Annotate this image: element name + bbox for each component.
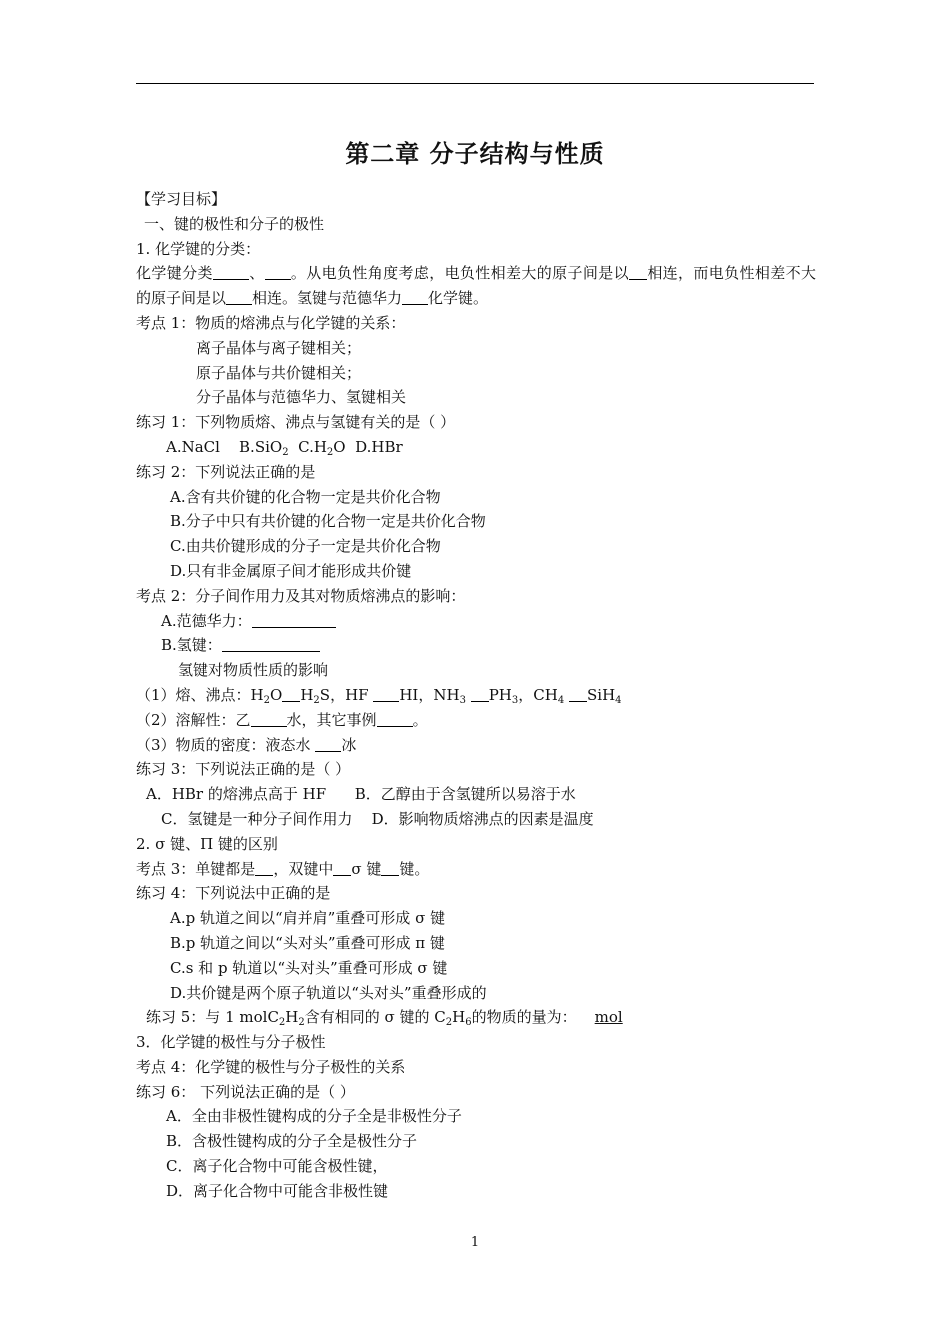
objectives-heading: 【学习目标】 <box>136 190 227 208</box>
exercise-4-option-c: C.s 和 p 轨道以“头对头”重叠可形成 σ 键 <box>170 958 448 977</box>
subsection-2: 2. σ 键、Π 键的区别 <box>136 834 278 853</box>
exercise-2: 练习 2：下列说法正确的是 <box>136 462 316 481</box>
blank <box>226 288 252 305</box>
blank <box>471 685 489 702</box>
key-point-1: 考点 1：物质的熔沸点与化学键的关系： <box>136 313 406 332</box>
exercise-1-options: A.NaCl B.SiO$_2$ $C.H_2O$ D.HBr <box>166 437 403 458</box>
exercise-4-option-d: D.共价键是两个原子轨道以“头对头”重叠形成的 <box>170 983 487 1002</box>
key-point-2-c: 氢键对物质性质的影响 <box>178 661 329 680</box>
blank <box>373 685 399 702</box>
key-point-2-a: A.范德华力： <box>136 609 816 634</box>
paragraph-bond-classification: 化学键分类 、 。从电负性角度考虑，电负性相差大的原子间是以 相连，而电负性相差不大的原子间是以 相连。氢键与范德华力 化学键。 <box>136 264 816 308</box>
blank <box>282 685 300 702</box>
subsection-1-1: 1. 化学键的分类： <box>136 239 261 258</box>
blank <box>377 710 413 727</box>
exercise-2-option-d: D.只有非金属原子间才能形成共价键 <box>170 561 412 580</box>
key-point-1-a: 离子晶体与离子键相关； <box>196 338 362 357</box>
exercise-3-options-cd: C．氢键是一种分子间作用力 D．影响物质熔沸点的因素是温度 <box>161 809 594 828</box>
exercise-2-option-b: B.分子中只有共价键的化合物一定是共价化合物 <box>170 512 486 531</box>
question-solubility: （2）溶解性：乙 水，其它事例 。 <box>136 710 428 729</box>
blank <box>255 859 273 876</box>
mol-blank: mol <box>594 1008 623 1027</box>
exercise-3: 练习 3：下列说法正确的是（ ） <box>136 760 351 779</box>
document-body <box>136 187 816 1204</box>
blank <box>213 263 249 280</box>
question-melting-boiling: （1）熔、沸点：$H_2O$ $H_2S$，HF HI，$NH_3$ $PH_3$，$CH_4$ SiH$_4$ <box>136 685 622 706</box>
exercise-6-option-c: C．离子化合物中可能含极性键， <box>166 1157 388 1176</box>
exercise-4-option-a: A.p 轨道之间以“肩并肩”重叠可形成 σ 键 <box>170 909 446 928</box>
key-point-2-b: B.氢键： <box>136 633 816 658</box>
exercise-6-option-b: B．含极性键构成的分子全是极性分子 <box>166 1132 418 1151</box>
key-point-1-c: 分子晶体与范德华力、氢键相关 <box>196 388 407 407</box>
key-point-4: 考点 4：化学键的极性与分子极性的关系 <box>136 1057 406 1076</box>
key-point-1-b: 原子晶体与共价键相关； <box>196 363 362 382</box>
blank <box>569 685 587 702</box>
page-title: 第二章 分子结构与性质 <box>345 140 605 168</box>
exercise-6-option-a: A．全由非极性键构成的分子全是非极性分子 <box>166 1107 462 1126</box>
exercise-2-option-a: A.含有共价键的化合物一定是共价化合物 <box>170 487 441 506</box>
blank <box>251 710 287 727</box>
blank <box>333 859 351 876</box>
header-rule <box>136 83 814 84</box>
blank <box>222 635 320 652</box>
blank <box>629 263 647 280</box>
exercise-6: 练习 6： 下列说法正确的是（ ） <box>136 1082 355 1101</box>
blank <box>265 263 291 280</box>
exercise-4: 练习 4：下列说法中正确的是 <box>136 884 331 903</box>
key-point-2: 考点 2：分子间作用力及其对物质熔沸点的影响： <box>136 586 466 605</box>
blank <box>402 288 428 305</box>
exercise-2-option-c: C.由共价键形成的分子一定是共价化合物 <box>170 537 441 556</box>
question-density: （3）物质的密度：液态水 冰 <box>136 735 357 754</box>
exercise-1: 练习 1：下列物质熔、沸点与氢键有关的是（ ） <box>136 413 456 432</box>
exercise-3-options-ab: A．HBr 的熔沸点高于 HF B．乙醇由于含氢键所以易溶于水 <box>146 785 576 804</box>
section-1-heading: 一、键的极性和分子的极性 <box>144 214 325 233</box>
exercise-5: 练习 5：与 1 $molC_2H_2$含有相同的 σ 键的 $C_2H_6$的物质的量为： mol <box>146 1008 623 1029</box>
blank <box>252 611 336 628</box>
page-number: 1 <box>470 1235 480 1250</box>
subsection-3: 3．化学键的极性与分子极性 <box>136 1033 326 1052</box>
blank <box>381 859 399 876</box>
key-point-3: 考点 3：单键都是 ，双键中 σ 键 键。 <box>136 859 430 878</box>
exercise-4-option-b: B.p 轨道之间以“头对头”重叠可形成 π 键 <box>170 933 445 952</box>
blank <box>315 735 341 752</box>
exercise-6-option-d: D．离子化合物中可能含非极性键 <box>166 1181 389 1200</box>
